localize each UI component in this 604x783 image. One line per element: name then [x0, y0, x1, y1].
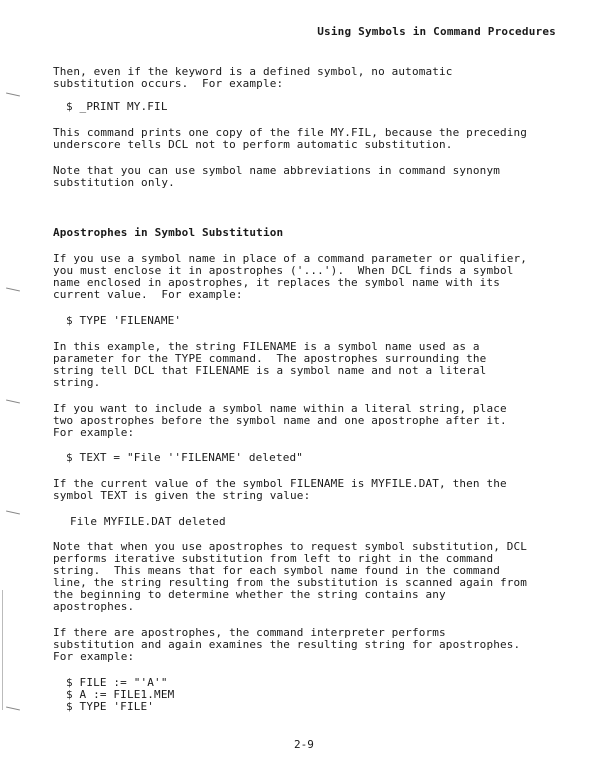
para8-line4: line, the string resulting from the substitution is scanned again from [53, 576, 528, 589]
scan-mark [6, 93, 20, 97]
para6-line1: If you want to include a symbol name within a literal string, place [53, 402, 507, 415]
para4-line1: If you use a symbol name in place of a command parameter or qualifier, [53, 252, 528, 265]
command-example-file-assign: $ FILE := "'A'" [66, 676, 168, 689]
command-example-print: $ _PRINT MY.FIL [66, 100, 168, 113]
command-example-a-assign: $ A := FILE1.MEM [66, 688, 175, 701]
section-heading: Apostrophes in Symbol Substitution [53, 226, 284, 239]
para9-line2: substitution and again examines the resulting string for apostrophes. [53, 638, 521, 651]
para8-line5: the beginning to determine whether the string contains any [53, 588, 446, 601]
para3-line2: substitution only. [53, 176, 175, 189]
para2-line2: underscore tells DCL not to perform automatic substitution. [53, 138, 453, 151]
string-value-line: File MYFILE.DAT deleted [70, 515, 226, 528]
para8-line3: string. This means that for each symbol name found in the command [53, 564, 500, 577]
command-example-type: $ TYPE 'FILENAME' [66, 314, 182, 327]
para5-line4: string. [53, 376, 101, 389]
command-example-type-file: $ TYPE 'FILE' [66, 700, 155, 713]
para4-line3: name enclosed in apostrophes, it replaces the symbol name with its [53, 276, 500, 289]
para8-line6: apostrophes. [53, 600, 135, 613]
para9-line1: If there are apostrophes, the command interpreter performs [53, 626, 446, 639]
para4-line2: you must enclose it in apostrophes ('...'). When DCL finds a symbol [53, 264, 514, 277]
para5-line3: string tell DCL that FILENAME is a symbol name and not a literal [53, 364, 487, 377]
running-header: Using Symbols in Command Procedures [317, 25, 556, 38]
para6-line2: two apostrophes before the symbol name and one apostrophe after it. [53, 414, 507, 427]
para1-line1: Then, even if the keyword is a defined symbol, no automatic [53, 65, 453, 78]
para5-line2: parameter for the TYPE command. The apostrophes surrounding the [53, 352, 487, 365]
scan-mark [6, 511, 20, 515]
para1-line2: substitution occurs. For example: [53, 77, 284, 90]
scan-edge [2, 590, 3, 710]
para8-line1: Note that when you use apostrophes to request symbol substitution, DCL [53, 540, 528, 553]
scan-mark [6, 288, 20, 292]
para8-line2: performs iterative substitution from left to right in the command [53, 552, 494, 565]
para6-line3: For example: [53, 426, 135, 439]
para3-line1: Note that you can use symbol name abbreviations in command synonym [53, 164, 500, 177]
para9-line3: For example: [53, 650, 135, 663]
page-number: 2-9 [294, 738, 314, 751]
command-example-text: $ TEXT = "File ''FILENAME' deleted" [66, 451, 304, 464]
para7-line2: symbol TEXT is given the string value: [53, 489, 311, 502]
para7-line1: If the current value of the symbol FILENAME is MYFILE.DAT, then the [53, 477, 507, 490]
scan-mark [6, 707, 20, 711]
para2-line1: This command prints one copy of the file MY.FIL, because the preceding [53, 126, 528, 139]
para4-line4: current value. For example: [53, 288, 243, 301]
scan-mark [6, 400, 20, 404]
para5-line1: In this example, the string FILENAME is a symbol name used as a [53, 340, 480, 353]
